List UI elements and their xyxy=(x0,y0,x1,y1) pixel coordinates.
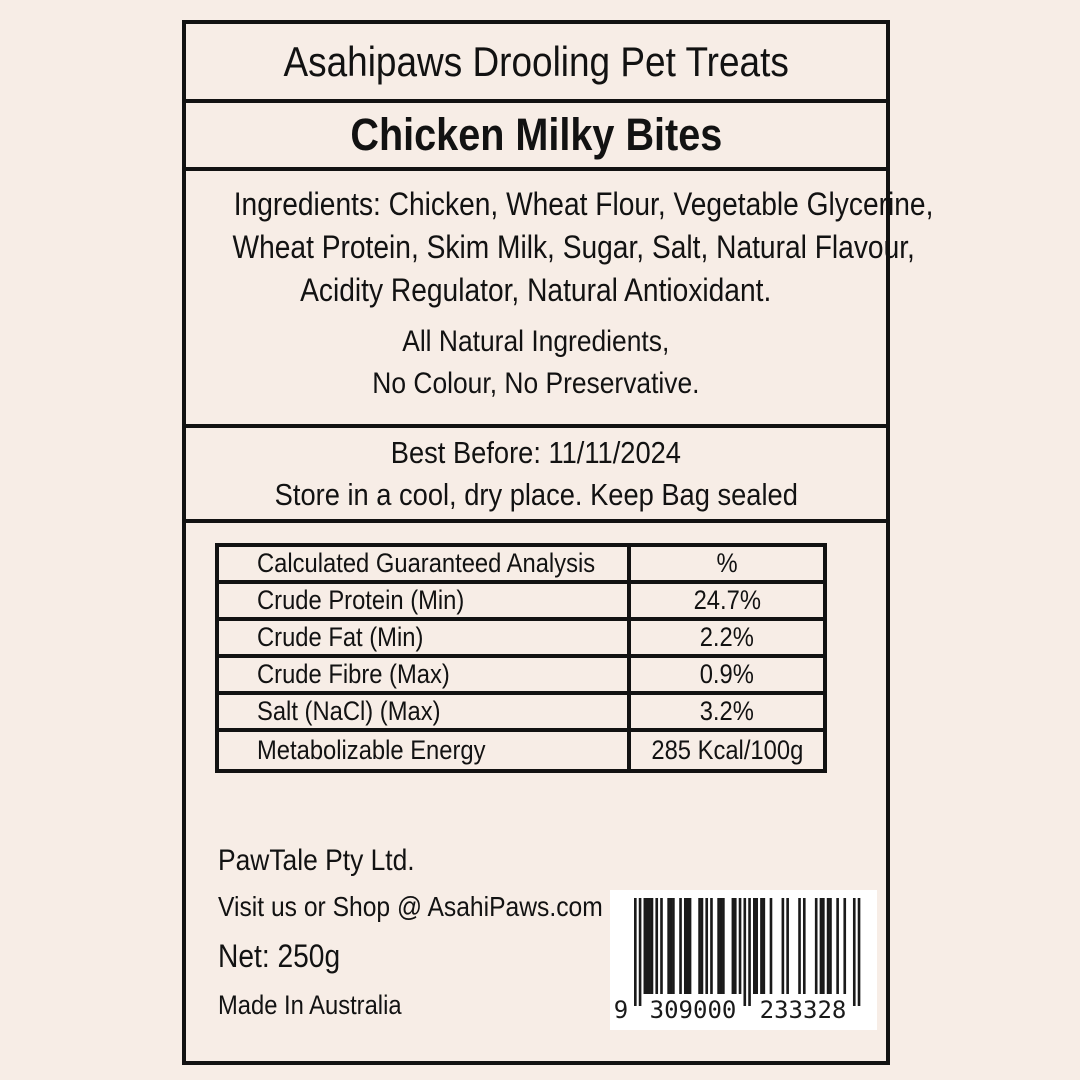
percent-header: % xyxy=(716,548,738,578)
analysis-value: 3.2% xyxy=(699,696,755,726)
analysis-header-label-cell xyxy=(219,547,631,580)
table-row xyxy=(219,658,823,695)
analysis-header-label: Calculated Guaranteed Analysis xyxy=(257,548,596,578)
product-name: Chicken Milky Bites xyxy=(350,109,722,160)
claims-line: All Natural Ingredients, xyxy=(402,325,670,358)
analysis-label: Crude Fibre (Max) xyxy=(257,659,450,689)
analysis-label: Crude Fat (Min) xyxy=(257,622,424,652)
table-header-row xyxy=(219,547,823,584)
best-before-date: Best Before: 11/11/2024 xyxy=(390,434,682,470)
ingredients-box xyxy=(186,171,934,428)
brand-title-box xyxy=(186,24,886,103)
analysis-header-value-cell xyxy=(631,547,823,580)
table-row xyxy=(219,732,823,769)
table-row xyxy=(219,695,823,732)
analysis-value: 2.2% xyxy=(699,622,755,652)
bottom-panel xyxy=(186,523,886,1061)
analysis-label: Crude Protein (Min) xyxy=(257,585,465,615)
analysis-value: 0.9% xyxy=(699,659,755,689)
natural-claims xyxy=(186,321,886,405)
analysis-value: 285 Kcal/100g xyxy=(651,735,803,765)
claims-line: No Colour, No Preservative. xyxy=(372,367,700,400)
ingredients-line: Wheat Protein, Skim Milk, Sugar, Salt, Natural Flavour, xyxy=(232,229,915,265)
net-weight: Net: 250g xyxy=(218,938,341,974)
company-name: PawTale Pty Ltd. xyxy=(218,844,415,877)
analysis-label: Salt (NaCl) (Max) xyxy=(257,696,441,726)
analysis-value: 24.7% xyxy=(693,585,761,615)
website-line: Visit us or Shop @ AsahiPaws.com xyxy=(218,891,603,922)
ingredients-line: Acidity Regulator, Natural Antioxidant. xyxy=(300,272,772,308)
brand-title: Asahipaws Drooling Pet Treats xyxy=(283,37,789,85)
barcode-digit-first: 9 xyxy=(613,996,629,1024)
storage-instructions: Store in a cool, dry place. Keep Bag sealed xyxy=(274,476,798,512)
barcode-digits-left: 309000 xyxy=(649,996,737,1024)
product-label xyxy=(182,20,934,1065)
barcode-digits-right: 233328 xyxy=(759,996,847,1024)
company-info xyxy=(218,843,655,1022)
product-name-box xyxy=(186,103,886,171)
guaranteed-analysis-table xyxy=(215,543,827,773)
ingredients-line: Ingredients: Chicken, Wheat Flour, Vegetable Glycerine, xyxy=(233,186,934,222)
storage-box xyxy=(186,428,886,523)
barcode xyxy=(610,890,877,1030)
origin-line: Made In Australia xyxy=(218,990,402,1020)
table-row xyxy=(219,621,823,658)
table-row xyxy=(219,584,823,621)
analysis-label: Metabolizable Energy xyxy=(257,735,486,765)
